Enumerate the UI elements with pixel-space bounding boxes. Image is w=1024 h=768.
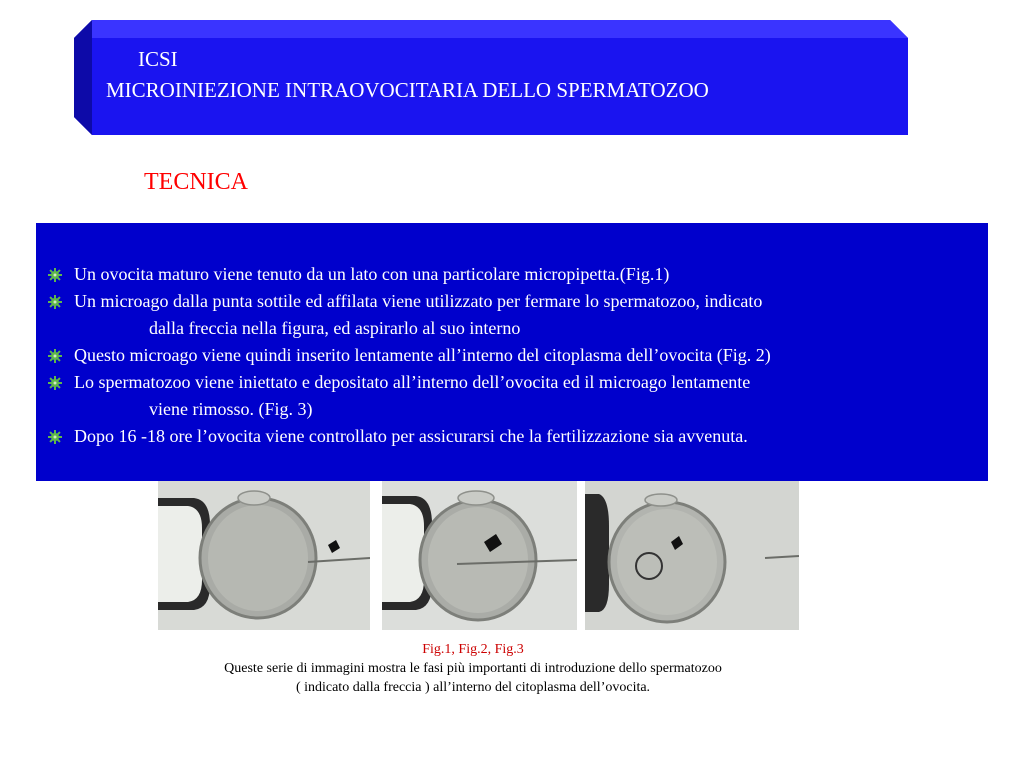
bullet-text: Dopo 16 -18 ore l’ovocita viene controllato per assicurarsi che la fertilizzazione sia avvenuta. <box>74 426 748 446</box>
technique-steps-box <box>36 223 988 481</box>
slide-title: MICROINIEZIONE INTRAOVOCITARIA DELLO SPERMATOZOO <box>106 78 709 102</box>
gear-bullet-icon <box>48 430 62 444</box>
slide-title-acronym: ICSI <box>138 47 178 71</box>
bullet-text: Un ovocita maturo viene tenuto da un lato con una particolare micropipetta.(Fig.1) <box>74 264 670 284</box>
bullet-item <box>36 261 988 288</box>
bullet-text-continuation: dalla freccia nella figura, ed aspirarlo al suo interno <box>149 318 521 338</box>
section-heading: TECNICA <box>144 169 248 195</box>
bullet-item <box>36 342 988 369</box>
figure-3-needle-removed-image <box>585 480 799 630</box>
bullet-text: Questo microago viene quindi inserito lentamente all’interno del citoplasma dell’ovocita (Fig. 2) <box>74 345 771 365</box>
figure-1-oocyte-held-image <box>158 480 370 630</box>
bullet-text-continuation: viene rimosso. (Fig. 3) <box>149 399 313 419</box>
bullet-item <box>36 288 988 342</box>
figure-caption <box>0 640 946 697</box>
bullet-text: Un microago dalla punta sottile ed affilata viene utilizzato per fermare lo spermatozoo, indicato <box>74 291 763 311</box>
bullet-item <box>36 369 988 423</box>
gear-bullet-icon <box>48 349 62 363</box>
bullet-text: Lo spermatozoo viene iniettato e depositato all’interno dell’ovocita ed il microago lentamente <box>74 372 751 392</box>
gear-bullet-icon <box>48 268 62 282</box>
caption-line: Queste serie di immagini mostra le fasi più importanti di introduzione dello spermatozoo <box>224 661 722 676</box>
bullet-item <box>36 423 988 450</box>
caption-title: Fig.1, Fig.2, Fig.3 <box>422 642 524 657</box>
caption-line: ( indicato dalla freccia ) all’interno del citoplasma dell’ovocita. <box>295 680 651 695</box>
gear-bullet-icon <box>48 295 62 309</box>
gear-bullet-icon <box>48 376 62 390</box>
figure-2-injection-image <box>382 480 577 630</box>
